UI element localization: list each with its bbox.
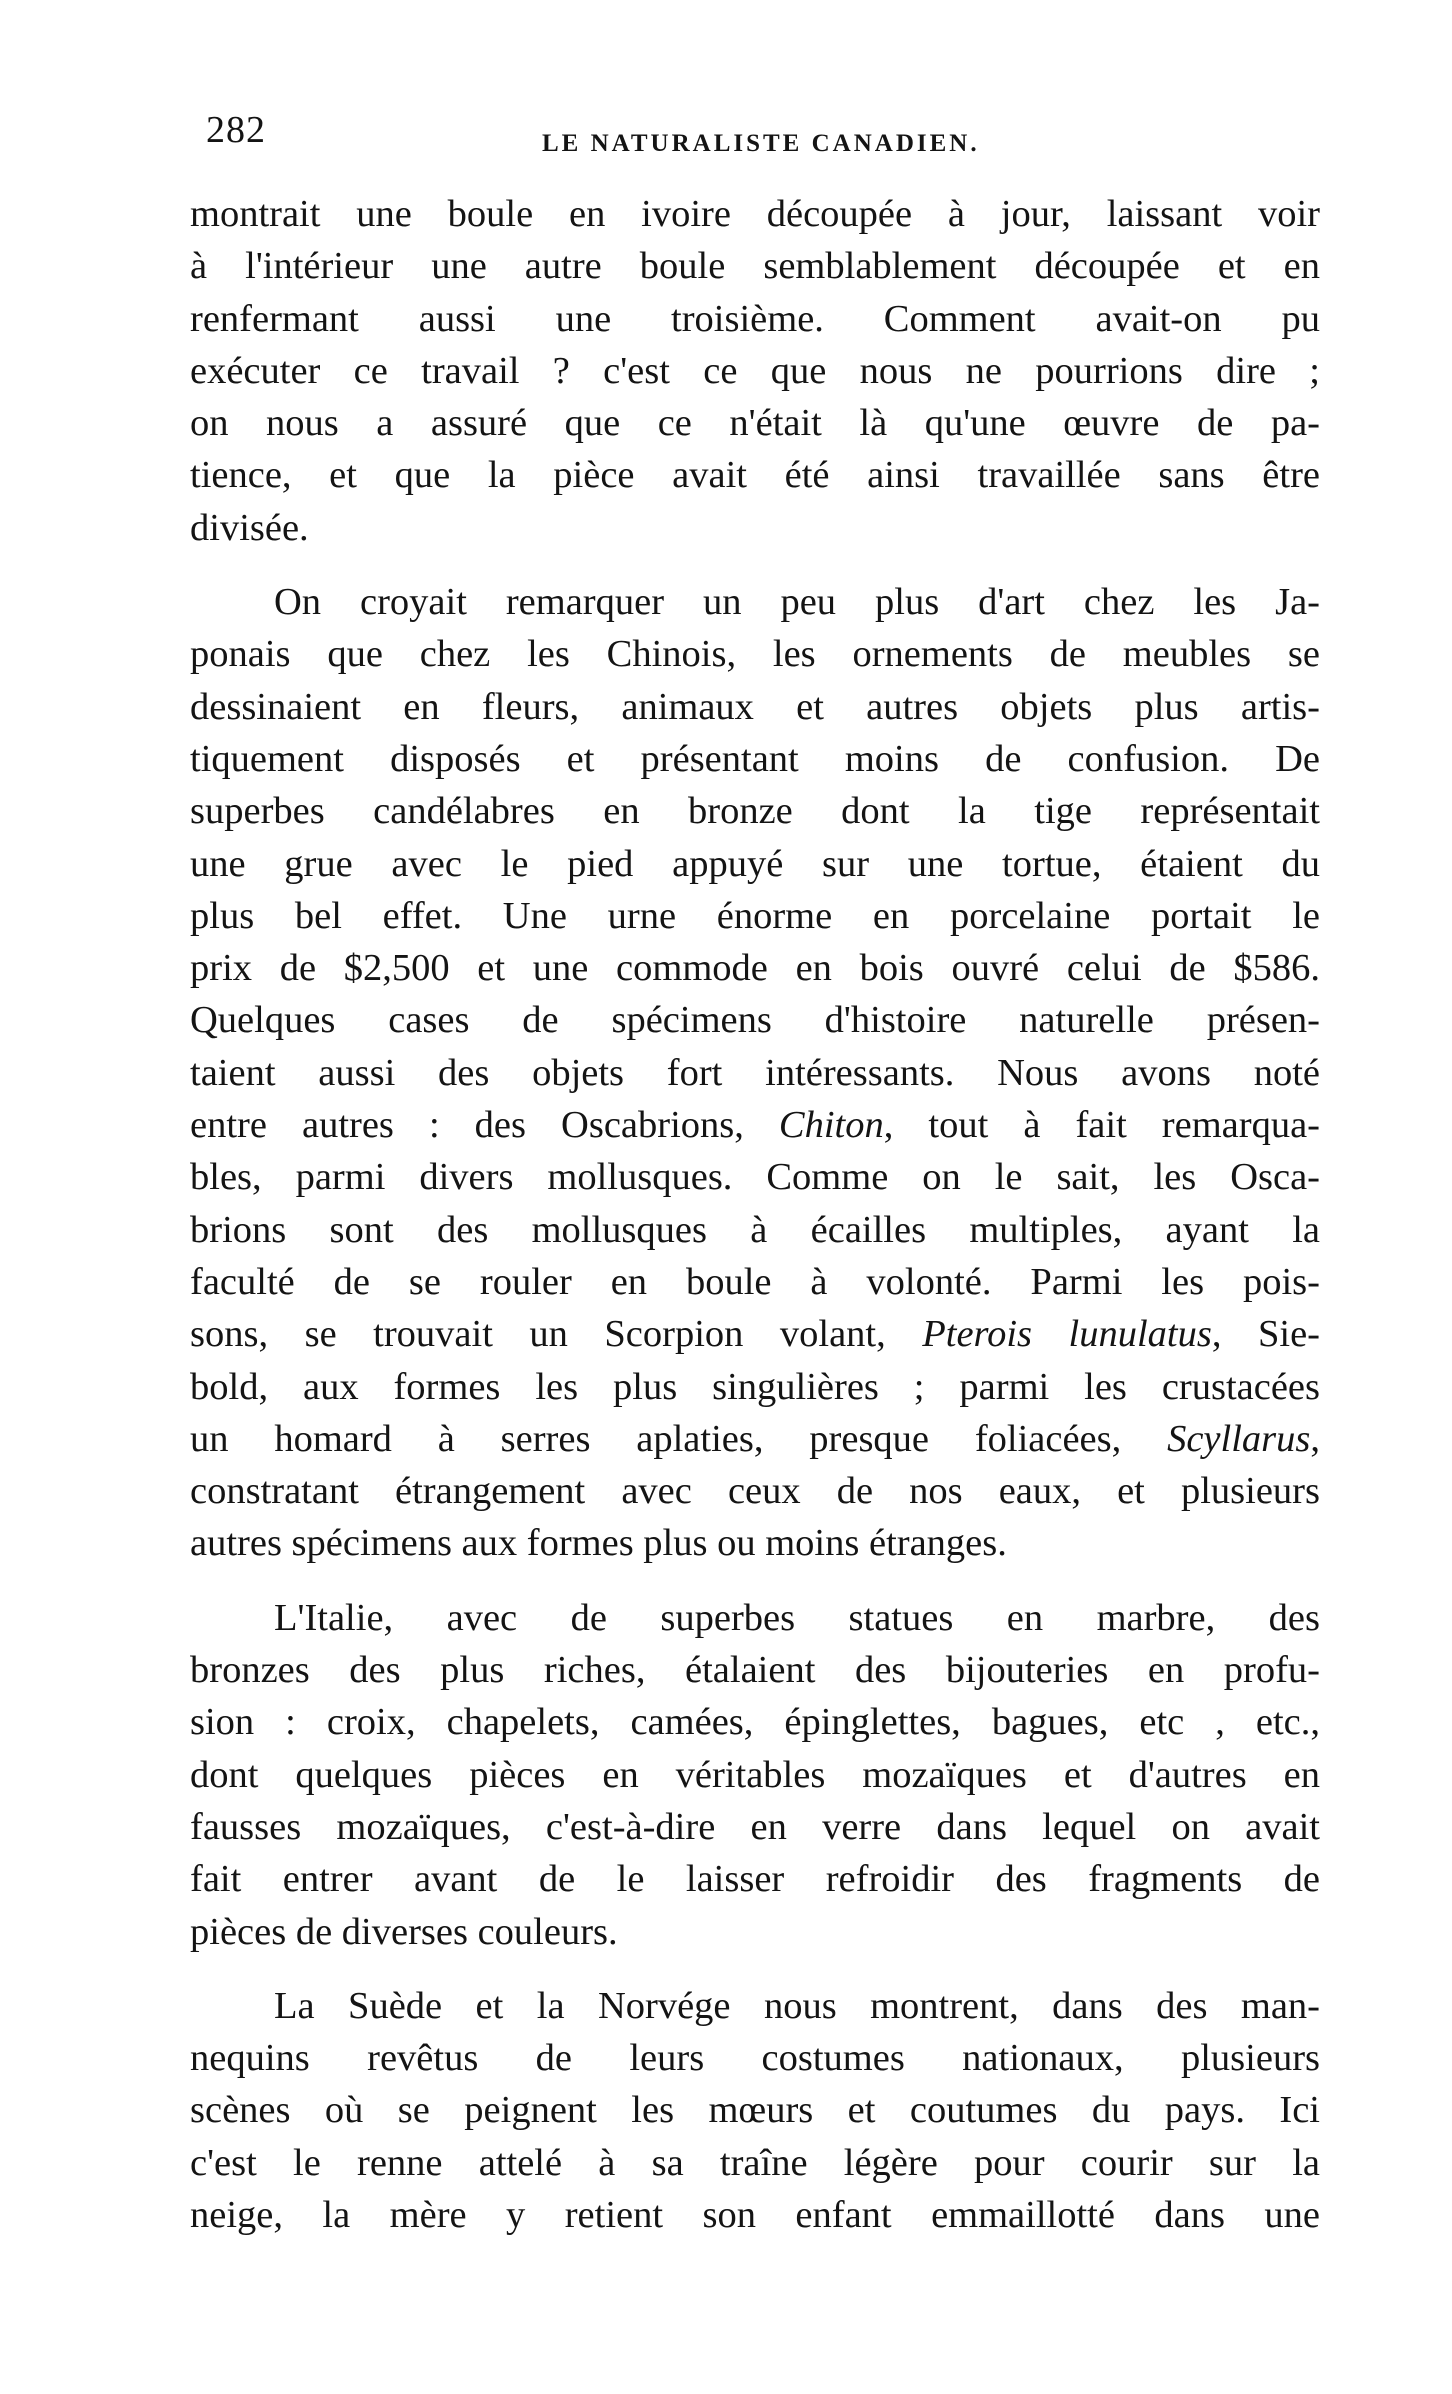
text-line: une grue avec le pied appuyé sur une tortue, étaient du xyxy=(190,842,1320,885)
text-line: exécuter ce travail ? c'est ce que nous ne pourrions dire ; xyxy=(190,349,1320,392)
paragraph-2 xyxy=(190,576,1320,1570)
text-line: divisée. xyxy=(190,506,309,549)
page-number: 282 xyxy=(206,109,266,151)
text-line: dessinaient en fleurs, animaux et autres objets plus artis- xyxy=(190,685,1320,728)
page-header xyxy=(190,108,1320,188)
text-line: fausses mozaïques, c'est-à-dire en verre dans lequel on avait xyxy=(190,1805,1320,1848)
text-line: nequins revêtus de leurs costumes nationaux, plusieurs xyxy=(190,2037,1320,2080)
text-line: superbes candélabres en bronze dont la tige représentait xyxy=(190,790,1320,833)
text-line: prix de $2,500 et une commode en bois ouvré celui de $586. xyxy=(190,947,1320,990)
text-line: taient aussi des objets fort intéressants. Nous avons noté xyxy=(190,1051,1320,1094)
text-line: neige, la mère y retient son enfant emmaillotté dans une xyxy=(190,2193,1320,2236)
text-line: bold, aux formes les plus singulières ; parmi les crustacées xyxy=(190,1365,1320,1408)
text-line: On croyait remarquer un peu plus d'art chez les Ja- xyxy=(274,581,1320,624)
body-text xyxy=(190,188,1320,2241)
text-line: bles, parmi divers mollusques. Comme on le sait, les Osca- xyxy=(190,1156,1320,1199)
book-page xyxy=(190,108,1320,2263)
paragraph-4 xyxy=(190,1980,1320,2241)
text-line: scènes où se peignent les mœurs et coutumes du pays. Ici xyxy=(190,2089,1320,2132)
paragraph-3 xyxy=(190,1592,1320,1958)
text-line: fait entrer avant de le laisser refroidir des fragments de xyxy=(190,1858,1320,1901)
text-line: un homard à serres aplaties, presque foliacées, Scyllarus, xyxy=(190,1417,1320,1460)
text-line: on nous a assuré que ce n'était là qu'une œuvre de pa- xyxy=(190,402,1320,445)
text-line: c'est le renne attelé à sa traîne légère pour courir sur la xyxy=(190,2141,1320,2184)
text-line: La Suède et la Norvége nous montrent, dans des man- xyxy=(274,1984,1320,2027)
text-line: entre autres : des Oscabrions, Chiton, tout à fait remarqua- xyxy=(190,1104,1320,1147)
text-line: brions sont des mollusques à écailles multiples, ayant la xyxy=(190,1208,1320,1251)
text-line: dont quelques pièces en véritables mozaïques et d'autres en xyxy=(190,1753,1320,1796)
text-line: plus bel effet. Une urne énorme en porcelaine portait le xyxy=(190,894,1320,937)
text-line: sons, se trouvait un Scorpion volant, Pterois lunulatus, Sie- xyxy=(190,1313,1320,1356)
text-line: pièces de diverses couleurs. xyxy=(190,1910,618,1953)
text-line: autres spécimens aux formes plus ou moins étranges. xyxy=(190,1522,1007,1565)
text-line: faculté de se rouler en boule à volonté. Parmi les pois- xyxy=(190,1260,1320,1303)
text-line: montrait une boule en ivoire découpée à jour, laissant voir xyxy=(190,193,1320,235)
text-line: Quelques cases de spécimens d'histoire naturelle présen- xyxy=(190,999,1320,1042)
text-line: ponais que chez les Chinois, les ornements de meubles se xyxy=(190,633,1320,676)
text-line: bronzes des plus riches, étalaient des bijouteries en profu- xyxy=(190,1649,1320,1692)
text-line: renfermant aussi une troisième. Comment avait-on pu xyxy=(190,297,1320,340)
text-line: constratant étrangement avec ceux de nos eaux, et plusieurs xyxy=(190,1470,1320,1513)
paragraph-1 xyxy=(190,188,1320,554)
text-line: tience, et que la pièce avait été ainsi travaillée sans être xyxy=(190,454,1320,497)
text-line: L'Italie, avec de superbes statues en marbre, des xyxy=(274,1596,1320,1639)
text-line: tiquement disposés et présentant moins de confusion. De xyxy=(190,737,1320,780)
text-line: sion : croix, chapelets, camées, épinglettes, bagues, etc , etc., xyxy=(190,1701,1320,1744)
text-line: à l'intérieur une autre boule semblablement découpée et en xyxy=(190,245,1320,288)
running-head: LE NATURALISTE CANADIEN. xyxy=(542,130,980,157)
